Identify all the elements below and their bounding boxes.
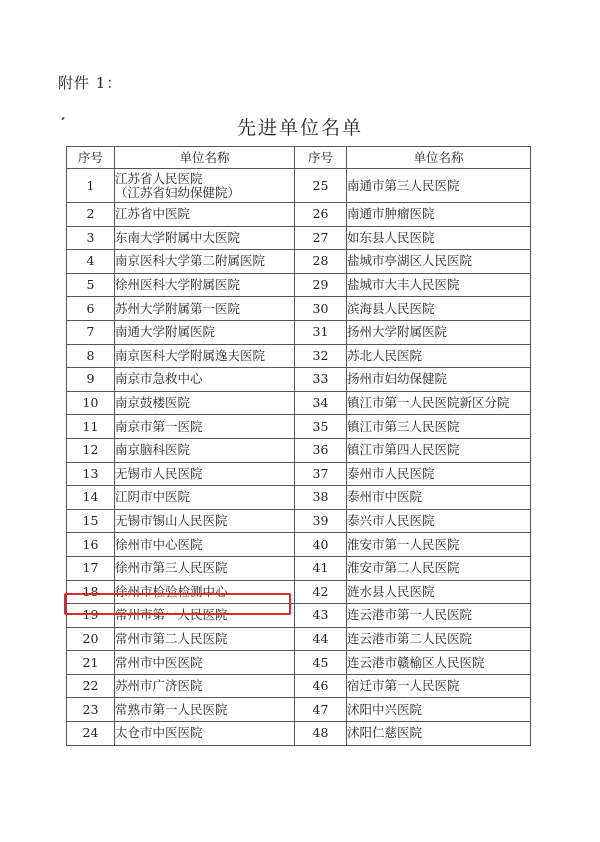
unit-name-cell [115,486,295,510]
index-cell: 25 [295,169,347,203]
index-cell: 47 [295,698,347,722]
index-cell: 26 [295,203,347,227]
index-cell: 6 [67,297,115,321]
unit-name: 无锡市人民医院 [115,465,203,481]
unit-name-cell [115,698,295,722]
index-cell: 2 [67,203,115,227]
index-cell: 34 [295,391,347,415]
unit-name-cell [115,250,295,274]
table-row [67,250,531,274]
unit-name-alias: （江苏省妇幼保健院） [115,184,241,200]
index-cell: 35 [295,415,347,439]
index-cell: 28 [295,250,347,274]
index-cell: 3 [67,226,115,250]
unit-name-cell [115,344,295,368]
index-cell: 31 [295,320,347,344]
unit-name: 江阴市中医院 [115,489,191,505]
header-index-left: 序号 [67,147,115,169]
unit-name: 江苏省中医院 [115,206,191,222]
table-row [67,203,531,227]
index-cell: 46 [295,674,347,698]
header-name-left: 单位名称 [115,147,295,169]
unit-name-cell: 连云港市第一人民医院 [347,604,531,628]
index-cell: 42 [295,580,347,604]
index-cell: 20 [67,627,115,651]
table-row [67,368,531,392]
index-cell: 13 [67,462,115,486]
table-row [67,674,531,698]
index-cell: 40 [295,533,347,557]
unit-name-cell: 扬州大学附属医院 [347,320,531,344]
unit-name-cell: 苏北人民医院 [347,344,531,368]
unit-name-cell: 涟水县人民医院 [347,580,531,604]
table-row [67,226,531,250]
index-cell: 39 [295,509,347,533]
unit-name-cell [115,320,295,344]
unit-name: 太仓市中医医院 [115,725,203,741]
table-header-row [67,147,531,169]
unit-name-cell [115,651,295,675]
unit-name-cell: 南通市第三人民医院 [347,169,531,203]
unit-name-cell: 盐城市大丰人民医院 [347,273,531,297]
index-cell: 30 [295,297,347,321]
unit-name: 南京脑科医院 [115,442,191,458]
index-cell: 38 [295,486,347,510]
unit-name-cell: 宿迁市第一人民医院 [347,674,531,698]
unit-name-cell: 淮安市第一人民医院 [347,533,531,557]
index-cell: 43 [295,604,347,628]
table-row [67,533,531,557]
unit-name: 常州市中医医院 [115,654,203,670]
table-row [67,698,531,722]
unit-name-cell [115,226,295,250]
index-cell: 10 [67,391,115,415]
unit-name-cell: 泰州市中医院 [347,486,531,510]
header-index-right: 序号 [295,147,347,169]
unit-name-cell: 镇江市第一人民医院新区分院 [347,391,531,415]
index-cell: 15 [67,509,115,533]
unit-name-cell [115,415,295,439]
unit-name-cell: 盐城市亭湖区人民医院 [347,250,531,274]
unit-name-cell [115,391,295,415]
unit-name: 无锡市锡山人民医院 [115,513,228,529]
index-cell: 41 [295,556,347,580]
unit-name: 徐州市第三人民医院 [115,560,228,576]
table-body [67,169,531,746]
unit-name-cell [115,674,295,698]
index-cell: 44 [295,627,347,651]
table-row [67,651,531,675]
unit-name: 南通大学附属医院 [115,324,216,340]
table-row [67,415,531,439]
unit-name: 苏州大学附属第一医院 [115,300,241,316]
unit-name: 南京医科大学第二附属医院 [115,253,266,269]
header-name-right: 单位名称 [347,147,531,169]
index-cell: 24 [67,722,115,746]
index-cell: 11 [67,415,115,439]
table-row [67,556,531,580]
unit-name: 南京市第一医院 [115,418,203,434]
table-row [67,438,531,462]
table-row [67,344,531,368]
table-row [67,486,531,510]
unit-name: 徐州市中心医院 [115,536,203,552]
index-cell: 36 [295,438,347,462]
unit-name-cell: 南通市肿瘤医院 [347,203,531,227]
unit-name: 常州市第二人民医院 [115,630,228,646]
index-cell: 1 [67,169,115,203]
index-cell: 22 [67,674,115,698]
index-cell: 8 [67,344,115,368]
table-row [67,509,531,533]
unit-name: 徐州市检验检测中心 [115,583,228,599]
unit-name-cell: 沭阳中兴医院 [347,698,531,722]
unit-name: 苏州市广济医院 [115,678,203,694]
index-cell: 33 [295,368,347,392]
table-row [67,273,531,297]
unit-name-cell [115,533,295,557]
unit-name: 南京医科大学附属逸夫医院 [115,347,266,363]
attachment-label: 附件 1： [58,74,123,92]
index-cell: 18 [67,580,115,604]
index-cell: 14 [67,486,115,510]
unit-name: 南京鼓楼医院 [115,395,191,411]
unit-name-cell [115,627,295,651]
unit-name-cell: 泰州市人民医院 [347,462,531,486]
unit-name: 徐州医科大学附属医院 [115,277,241,293]
unit-name-cell [115,438,295,462]
index-cell: 29 [295,273,347,297]
unit-name-cell: 如东县人民医院 [347,226,531,250]
index-cell: 19 [67,604,115,628]
unit-name: 南京市急救中心 [115,371,203,387]
table-row [67,320,531,344]
unit-name-cell [115,509,295,533]
index-cell: 4 [67,250,115,274]
unit-name: 常州市第一人民医院 [115,607,228,623]
table-row [67,627,531,651]
index-cell: 23 [67,698,115,722]
unit-name-cell [115,273,295,297]
unit-name-cell: 淮安市第二人民医院 [347,556,531,580]
table-row [67,462,531,486]
index-cell: 27 [295,226,347,250]
unit-name-cell: 沭阳仁慈医院 [347,722,531,746]
advanced-units-table [66,146,531,746]
index-cell: 45 [295,651,347,675]
unit-name-cell [115,368,295,392]
unit-name: 江苏省人民医院 [115,170,203,186]
unit-name-cell: 扬州市妇幼保健院 [347,368,531,392]
unit-name-cell [115,169,295,203]
unit-name: 常熟市第一人民医院 [115,701,228,717]
unit-name-cell: 镇江市第四人民医院 [347,438,531,462]
unit-name-cell [115,556,295,580]
index-cell: 37 [295,462,347,486]
index-cell: 16 [67,533,115,557]
highlight-box [64,593,291,615]
unit-name-cell [115,203,295,227]
table-row [67,169,531,203]
index-cell: 7 [67,320,115,344]
unit-name-cell: 泰兴市人民医院 [347,509,531,533]
unit-name-cell [115,297,295,321]
table-row [67,297,531,321]
index-cell: 17 [67,556,115,580]
unit-name-cell: 滨海县人民医院 [347,297,531,321]
unit-name-cell: 镇江市第三人民医院 [347,415,531,439]
index-cell: 32 [295,344,347,368]
index-cell: 12 [67,438,115,462]
unit-name: 东南大学附属中大医院 [115,229,241,245]
index-cell: 48 [295,722,347,746]
index-cell: 21 [67,651,115,675]
index-cell: 9 [67,368,115,392]
table-row [67,391,531,415]
unit-name-cell [115,722,295,746]
document-title: 先进单位名单 [236,117,363,139]
table-row [67,722,531,746]
unit-name-cell: 连云港市第二人民医院 [347,627,531,651]
unit-name-cell [115,462,295,486]
index-cell: 5 [67,273,115,297]
unit-name-cell: 连云港市赣榆区人民医院 [347,651,531,675]
